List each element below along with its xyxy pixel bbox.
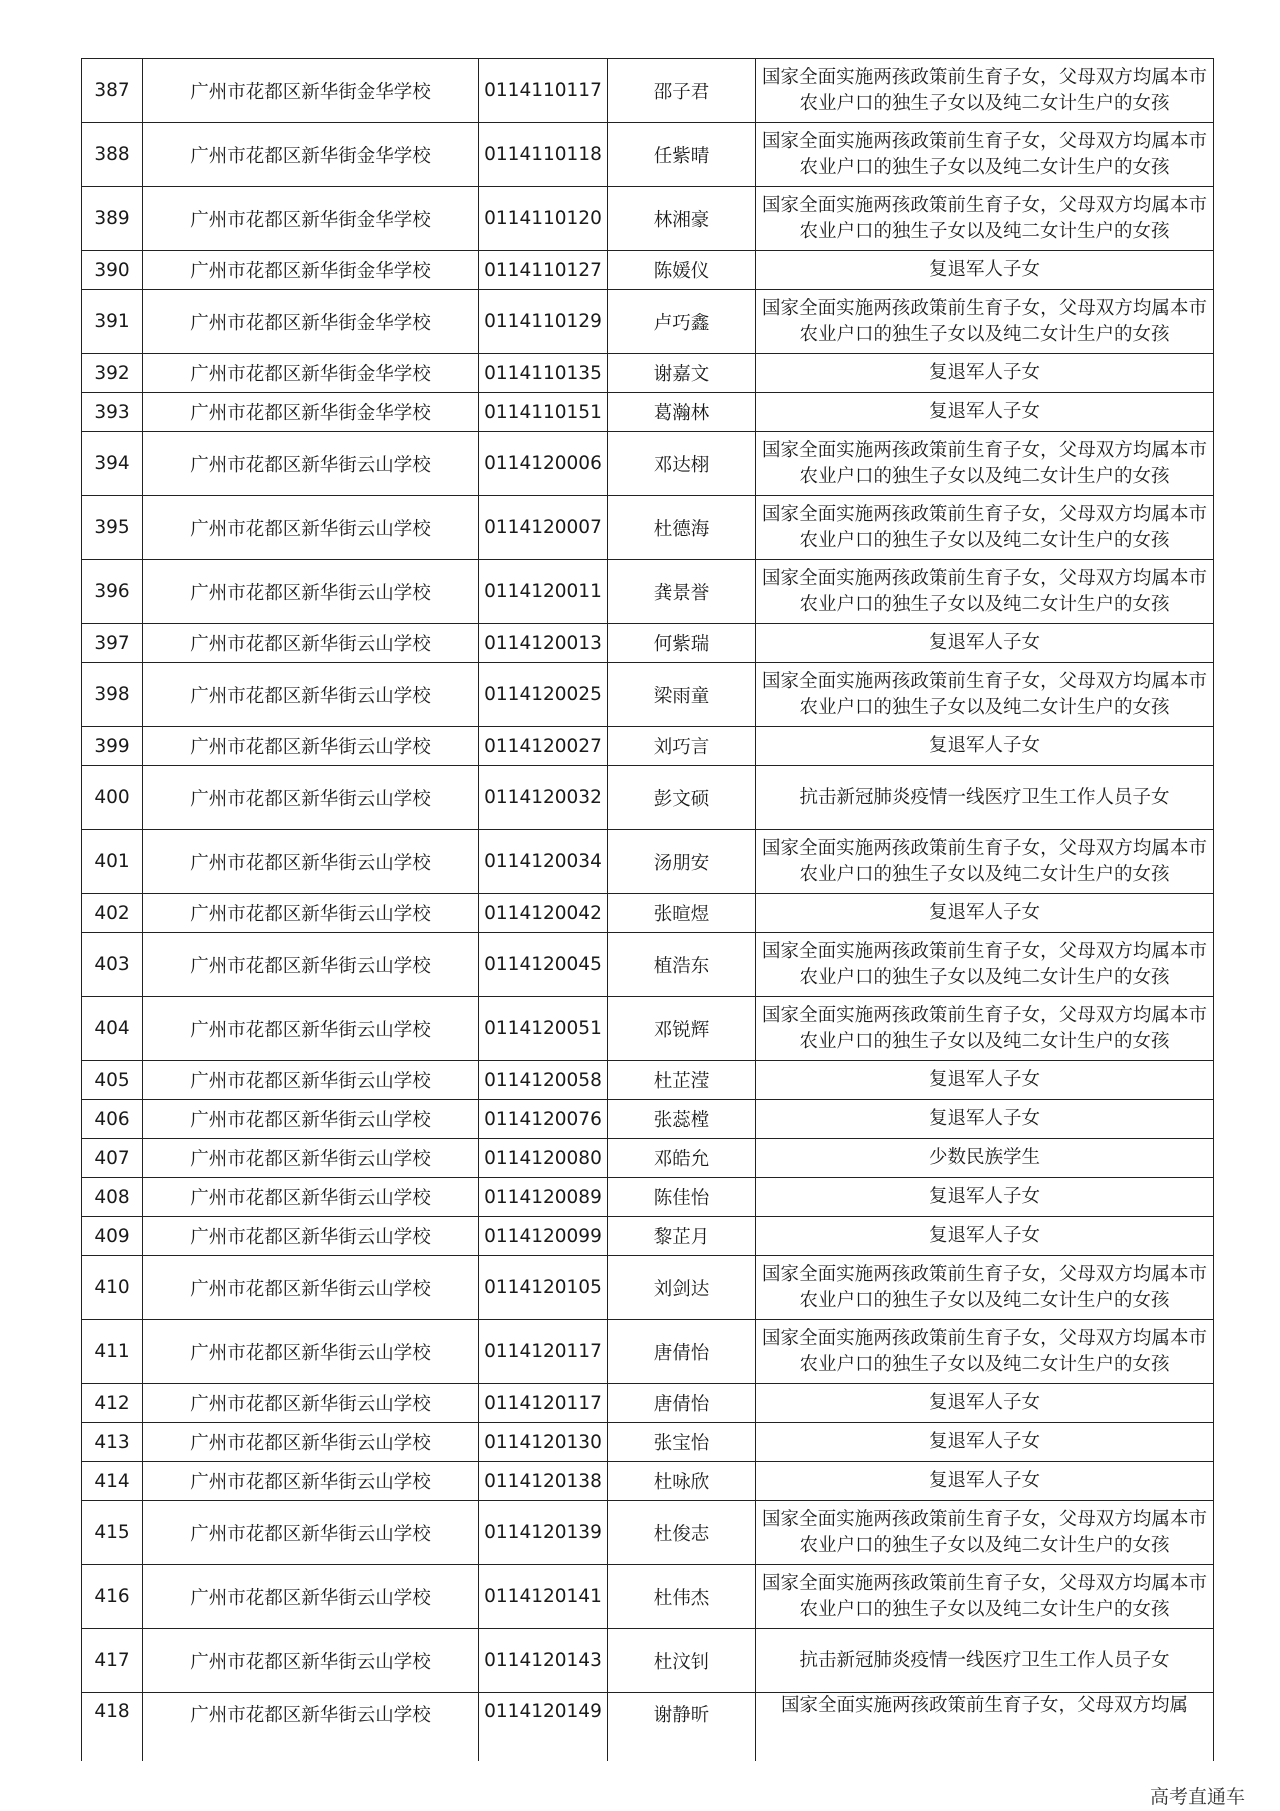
student-id-cell: 0114120025 xyxy=(479,663,608,727)
school-cell: 广州市花都区新华街金华学校 xyxy=(143,290,479,354)
school-cell: 广州市花都区新华街云山学校 xyxy=(143,1462,479,1501)
table-row xyxy=(82,1501,1214,1565)
student-id-cell: 0114110135 xyxy=(479,354,608,393)
student-id-cell: 0114120034 xyxy=(479,830,608,894)
school-cell: 广州市花都区新华街云山学校 xyxy=(143,624,479,663)
school-cell: 广州市花都区新华街云山学校 xyxy=(143,1501,479,1565)
table-row xyxy=(82,1384,1214,1423)
table-row xyxy=(82,393,1214,432)
student-name-cell: 何紫瑞 xyxy=(608,624,756,663)
student-name-cell: 邓皓允 xyxy=(608,1139,756,1178)
student-id-cell: 0114110120 xyxy=(479,187,608,251)
student-name-cell: 陈佳怡 xyxy=(608,1178,756,1217)
student-name-cell: 刘巧言 xyxy=(608,727,756,766)
table-row xyxy=(82,1693,1214,1762)
school-cell: 广州市花都区新华街云山学校 xyxy=(143,1320,479,1384)
row-number-cell: 388 xyxy=(82,123,143,187)
table-row xyxy=(82,251,1214,290)
category-cell: 国家全面实施两孩政策前生育子女，父母双方均属本市农业户口的独生子女以及纯二女计生户的女孩 xyxy=(756,290,1214,354)
student-name-cell: 邓锐辉 xyxy=(608,997,756,1061)
student-id-cell: 0114120143 xyxy=(479,1629,608,1693)
school-cell: 广州市花都区新华街云山学校 xyxy=(143,1384,479,1423)
student-name-cell: 张蕊樘 xyxy=(608,1100,756,1139)
table-body xyxy=(82,59,1214,1762)
school-cell: 广州市花都区新华街云山学校 xyxy=(143,830,479,894)
school-cell: 广州市花都区新华街云山学校 xyxy=(143,663,479,727)
row-number-cell: 415 xyxy=(82,1501,143,1565)
watermark-text: 高考直通车 xyxy=(1150,1786,1246,1808)
student-name-cell: 龚景誉 xyxy=(608,560,756,624)
table-row xyxy=(82,560,1214,624)
row-number-cell: 404 xyxy=(82,997,143,1061)
row-number-cell: 396 xyxy=(82,560,143,624)
student-name-cell: 卢巧鑫 xyxy=(608,290,756,354)
table-row xyxy=(82,727,1214,766)
admission-table xyxy=(81,58,1214,1761)
category-cell: 抗击新冠肺炎疫情一线医疗卫生工作人员子女 xyxy=(756,1629,1214,1693)
student-id-cell: 0114110127 xyxy=(479,251,608,290)
category-cell: 国家全面实施两孩政策前生育子女，父母双方均属本市农业户口的独生子女以及纯二女计生户的女孩 xyxy=(756,830,1214,894)
school-cell: 广州市花都区新华街金华学校 xyxy=(143,393,479,432)
category-cell: 复退军人子女 xyxy=(756,1178,1214,1217)
row-number-cell: 413 xyxy=(82,1423,143,1462)
category-cell: 复退军人子女 xyxy=(756,393,1214,432)
student-id-cell: 0114120051 xyxy=(479,997,608,1061)
student-id-cell: 0114120089 xyxy=(479,1178,608,1217)
table-row xyxy=(82,1462,1214,1501)
row-number-cell: 410 xyxy=(82,1256,143,1320)
student-name-cell: 张宝怡 xyxy=(608,1423,756,1462)
table-row xyxy=(82,1629,1214,1693)
student-name-cell: 杜咏欣 xyxy=(608,1462,756,1501)
row-number-cell: 390 xyxy=(82,251,143,290)
row-number-cell: 387 xyxy=(82,59,143,123)
student-id-cell: 0114110118 xyxy=(479,123,608,187)
school-cell: 广州市花都区新华街云山学校 xyxy=(143,1629,479,1693)
category-cell: 国家全面实施两孩政策前生育子女，父母双方均属本市农业户口的独生子女以及纯二女计生户的女孩 xyxy=(756,123,1214,187)
category-cell: 复退军人子女 xyxy=(756,1061,1214,1100)
table-row xyxy=(82,830,1214,894)
category-cell: 国家全面实施两孩政策前生育子女，父母双方均属本市农业户口的独生子女以及纯二女计生户的女孩 xyxy=(756,59,1214,123)
table-row xyxy=(82,187,1214,251)
row-number-cell: 403 xyxy=(82,933,143,997)
category-cell: 国家全面实施两孩政策前生育子女，父母双方均属本市农业户口的独生子女以及纯二女计生户的女孩 xyxy=(756,187,1214,251)
table-row xyxy=(82,59,1214,123)
student-id-cell: 0114120105 xyxy=(479,1256,608,1320)
category-cell: 国家全面实施两孩政策前生育子女，父母双方均属本市农业户口的独生子女以及纯二女计生户的女孩 xyxy=(756,1320,1214,1384)
student-id-cell: 0114120117 xyxy=(479,1384,608,1423)
student-name-cell: 葛瀚林 xyxy=(608,393,756,432)
table-row xyxy=(82,1217,1214,1256)
row-number-cell: 406 xyxy=(82,1100,143,1139)
student-name-cell: 彭文硕 xyxy=(608,766,756,830)
row-number-cell: 399 xyxy=(82,727,143,766)
category-cell: 复退军人子女 xyxy=(756,1423,1214,1462)
student-id-cell: 0114120011 xyxy=(479,560,608,624)
category-cell: 复退军人子女 xyxy=(756,894,1214,933)
category-cell: 复退军人子女 xyxy=(756,1462,1214,1501)
student-name-cell: 梁雨童 xyxy=(608,663,756,727)
row-number-cell: 418 xyxy=(82,1693,143,1762)
school-cell: 广州市花都区新华街云山学校 xyxy=(143,1565,479,1629)
student-id-cell: 0114120027 xyxy=(479,727,608,766)
student-id-cell: 0114110151 xyxy=(479,393,608,432)
school-cell: 广州市花都区新华街云山学校 xyxy=(143,1061,479,1100)
student-id-cell: 0114110129 xyxy=(479,290,608,354)
category-cell: 抗击新冠肺炎疫情一线医疗卫生工作人员子女 xyxy=(756,766,1214,830)
student-name-cell: 杜汶钊 xyxy=(608,1629,756,1693)
category-cell: 复退军人子女 xyxy=(756,727,1214,766)
student-name-cell: 唐倩怡 xyxy=(608,1320,756,1384)
student-name-cell: 杜俊志 xyxy=(608,1501,756,1565)
student-name-cell: 林湘豪 xyxy=(608,187,756,251)
table-row xyxy=(82,1256,1214,1320)
row-number-cell: 398 xyxy=(82,663,143,727)
student-id-cell: 0114120032 xyxy=(479,766,608,830)
student-name-cell: 陈媛仪 xyxy=(608,251,756,290)
category-cell: 复退军人子女 xyxy=(756,1384,1214,1423)
school-cell: 广州市花都区新华街云山学校 xyxy=(143,997,479,1061)
student-name-cell: 汤朋安 xyxy=(608,830,756,894)
table-row xyxy=(82,933,1214,997)
row-number-cell: 409 xyxy=(82,1217,143,1256)
student-id-cell: 0114120130 xyxy=(479,1423,608,1462)
student-name-cell: 谢静昕 xyxy=(608,1693,756,1762)
category-cell: 国家全面实施两孩政策前生育子女，父母双方均属本市农业户口的独生子女以及纯二女计生户的女孩 xyxy=(756,560,1214,624)
school-cell: 广州市花都区新华街金华学校 xyxy=(143,59,479,123)
student-id-cell: 0114120080 xyxy=(479,1139,608,1178)
row-number-cell: 392 xyxy=(82,354,143,393)
student-id-cell: 0114120141 xyxy=(479,1565,608,1629)
table-row xyxy=(82,766,1214,830)
student-name-cell: 刘剑达 xyxy=(608,1256,756,1320)
table-row xyxy=(82,290,1214,354)
row-number-cell: 393 xyxy=(82,393,143,432)
row-number-cell: 416 xyxy=(82,1565,143,1629)
category-cell: 复退军人子女 xyxy=(756,354,1214,393)
document-page xyxy=(81,58,1213,1761)
category-cell: 国家全面实施两孩政策前生育子女，父母双方均属本市农业户口的独生子女以及纯二女计生户的女孩 xyxy=(756,1565,1214,1629)
table-row xyxy=(82,1423,1214,1462)
student-id-cell: 0114120149 xyxy=(479,1693,608,1762)
row-number-cell: 407 xyxy=(82,1139,143,1178)
student-name-cell: 唐倩怡 xyxy=(608,1384,756,1423)
student-id-cell: 0114120138 xyxy=(479,1462,608,1501)
school-cell: 广州市花都区新华街云山学校 xyxy=(143,560,479,624)
school-cell: 广州市花都区新华街云山学校 xyxy=(143,1139,479,1178)
table-row xyxy=(82,894,1214,933)
student-name-cell: 邓达栩 xyxy=(608,432,756,496)
row-number-cell: 405 xyxy=(82,1061,143,1100)
student-id-cell: 0114120117 xyxy=(479,1320,608,1384)
school-cell: 广州市花都区新华街云山学校 xyxy=(143,432,479,496)
table-row xyxy=(82,123,1214,187)
category-cell: 国家全面实施两孩政策前生育子女，父母双方均属本市农业户口的独生子女以及纯二女计生户的女孩 xyxy=(756,1256,1214,1320)
school-cell: 广州市花都区新华街金华学校 xyxy=(143,123,479,187)
student-id-cell: 0114120013 xyxy=(479,624,608,663)
category-cell: 国家全面实施两孩政策前生育子女，父母双方均属本市农业户口的独生子女以及纯二女计生户的女孩 xyxy=(756,997,1214,1061)
student-name-cell: 杜芷滢 xyxy=(608,1061,756,1100)
row-number-cell: 391 xyxy=(82,290,143,354)
school-cell: 广州市花都区新华街云山学校 xyxy=(143,1100,479,1139)
student-name-cell: 张暄煜 xyxy=(608,894,756,933)
school-cell: 广州市花都区新华街云山学校 xyxy=(143,1423,479,1462)
row-number-cell: 397 xyxy=(82,624,143,663)
student-id-cell: 0114120076 xyxy=(479,1100,608,1139)
school-cell: 广州市花都区新华街云山学校 xyxy=(143,894,479,933)
table-row xyxy=(82,496,1214,560)
row-number-cell: 414 xyxy=(82,1462,143,1501)
category-cell: 复退军人子女 xyxy=(756,251,1214,290)
school-cell: 广州市花都区新华街云山学校 xyxy=(143,1256,479,1320)
row-number-cell: 408 xyxy=(82,1178,143,1217)
table-row xyxy=(82,997,1214,1061)
table-row xyxy=(82,663,1214,727)
student-name-cell: 任紫晴 xyxy=(608,123,756,187)
category-cell: 国家全面实施两孩政策前生育子女，父母双方均属本市农业户口的独生子女以及纯二女计生户的女孩 xyxy=(756,496,1214,560)
student-name-cell: 杜德海 xyxy=(608,496,756,560)
category-cell: 国家全面实施两孩政策前生育子女，父母双方均属本市农业户口的独生子女以及纯二女计生户的女孩 xyxy=(756,663,1214,727)
school-cell: 广州市花都区新华街云山学校 xyxy=(143,1217,479,1256)
table-row xyxy=(82,624,1214,663)
table-row xyxy=(82,1139,1214,1178)
student-id-cell: 0114120058 xyxy=(479,1061,608,1100)
student-id-cell: 0114120099 xyxy=(479,1217,608,1256)
category-cell: 国家全面实施两孩政策前生育子女，父母双方均属本市农业户口的独生子女以及纯二女计生户的女孩 xyxy=(756,1501,1214,1565)
student-id-cell: 0114120042 xyxy=(479,894,608,933)
school-cell: 广州市花都区新华街云山学校 xyxy=(143,766,479,830)
category-cell: 少数民族学生 xyxy=(756,1139,1214,1178)
row-number-cell: 411 xyxy=(82,1320,143,1384)
table-row xyxy=(82,1178,1214,1217)
student-id-cell: 0114110117 xyxy=(479,59,608,123)
table-row xyxy=(82,1320,1214,1384)
row-number-cell: 412 xyxy=(82,1384,143,1423)
student-name-cell: 谢嘉文 xyxy=(608,354,756,393)
table-row xyxy=(82,354,1214,393)
category-cell: 国家全面实施两孩政策前生育子女，父母双方均属本市农业户口的独生子女以及纯二女计生户的女孩 xyxy=(756,432,1214,496)
category-cell: 国家全面实施两孩政策前生育子女，父母双方均属本市农业户口的独生子女以及纯二女计生户的女孩 xyxy=(756,933,1214,997)
student-name-cell: 邵子君 xyxy=(608,59,756,123)
school-cell: 广州市花都区新华街云山学校 xyxy=(143,1178,479,1217)
student-id-cell: 0114120006 xyxy=(479,432,608,496)
school-cell: 广州市花都区新华街金华学校 xyxy=(143,187,479,251)
category-cell: 复退军人子女 xyxy=(756,1217,1214,1256)
table-row xyxy=(82,432,1214,496)
school-cell: 广州市花都区新华街云山学校 xyxy=(143,496,479,560)
row-number-cell: 402 xyxy=(82,894,143,933)
table-row xyxy=(82,1565,1214,1629)
category-cell: 国家全面实施两孩政策前生育子女，父母双方均属 xyxy=(756,1693,1214,1762)
category-cell: 复退军人子女 xyxy=(756,1100,1214,1139)
student-id-cell: 0114120139 xyxy=(479,1501,608,1565)
student-id-cell: 0114120007 xyxy=(479,496,608,560)
row-number-cell: 395 xyxy=(82,496,143,560)
student-name-cell: 植浩东 xyxy=(608,933,756,997)
row-number-cell: 389 xyxy=(82,187,143,251)
student-name-cell: 杜伟杰 xyxy=(608,1565,756,1629)
student-id-cell: 0114120045 xyxy=(479,933,608,997)
school-cell: 广州市花都区新华街金华学校 xyxy=(143,354,479,393)
row-number-cell: 400 xyxy=(82,766,143,830)
student-name-cell: 黎芷月 xyxy=(608,1217,756,1256)
school-cell: 广州市花都区新华街金华学校 xyxy=(143,251,479,290)
school-cell: 广州市花都区新华街云山学校 xyxy=(143,727,479,766)
category-cell: 复退军人子女 xyxy=(756,624,1214,663)
school-cell: 广州市花都区新华街云山学校 xyxy=(143,933,479,997)
table-row xyxy=(82,1061,1214,1100)
row-number-cell: 401 xyxy=(82,830,143,894)
school-cell: 广州市花都区新华街云山学校 xyxy=(143,1693,479,1762)
row-number-cell: 394 xyxy=(82,432,143,496)
table-row xyxy=(82,1100,1214,1139)
row-number-cell: 417 xyxy=(82,1629,143,1693)
